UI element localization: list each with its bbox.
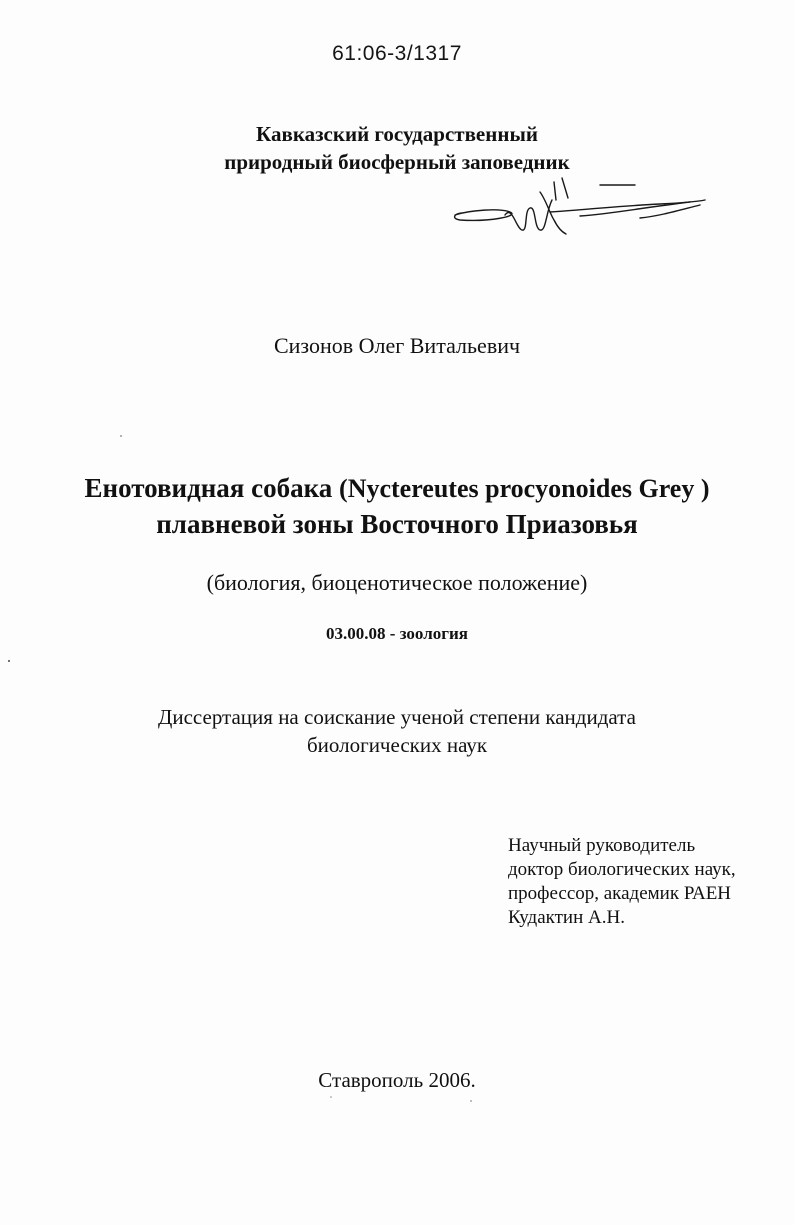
degree-line-2: биологических наук — [306, 733, 488, 757]
scan-speck — [8, 660, 10, 662]
scan-speck — [120, 435, 122, 437]
title-line-1 — [0, 470, 794, 507]
supervisor-name: Кудактин А.Н. — [508, 907, 625, 928]
organization-line-1: Кавказский государственный — [256, 122, 538, 146]
degree-line-1: Диссертация на соискание ученой степени кандидата — [158, 705, 636, 729]
handwritten-signature — [450, 170, 710, 250]
title-russian: Енотовидная собака — [84, 473, 340, 503]
supervisor-title: профессор, академик РАЕН — [508, 883, 732, 904]
scan-speck — [330, 1096, 332, 1098]
title-latin: (Nyctereutes procyonoides Grey ) — [339, 474, 710, 503]
supervisor-block — [508, 834, 788, 930]
registry-code — [0, 42, 794, 66]
subtitle: (биология, биоценотическое положение) — [206, 570, 588, 595]
title-line-2: плавневой зоны Восточного Приазовья — [156, 509, 638, 539]
scan-speck — [470, 1100, 472, 1102]
specialty-code: 03.00.08 - зоология — [326, 624, 468, 643]
organization-line-2: природный биосферный заповедник — [224, 150, 570, 174]
supervisor-degree: доктор биологических наук, — [508, 859, 736, 880]
city-year: Ставрополь 2006. — [318, 1068, 476, 1092]
supervisor-role: Научный руководитель — [508, 835, 696, 856]
registry-code-text: 61:06-3/1317 — [332, 42, 462, 65]
author-name: Сизонов Олег Витальевич — [273, 333, 521, 358]
